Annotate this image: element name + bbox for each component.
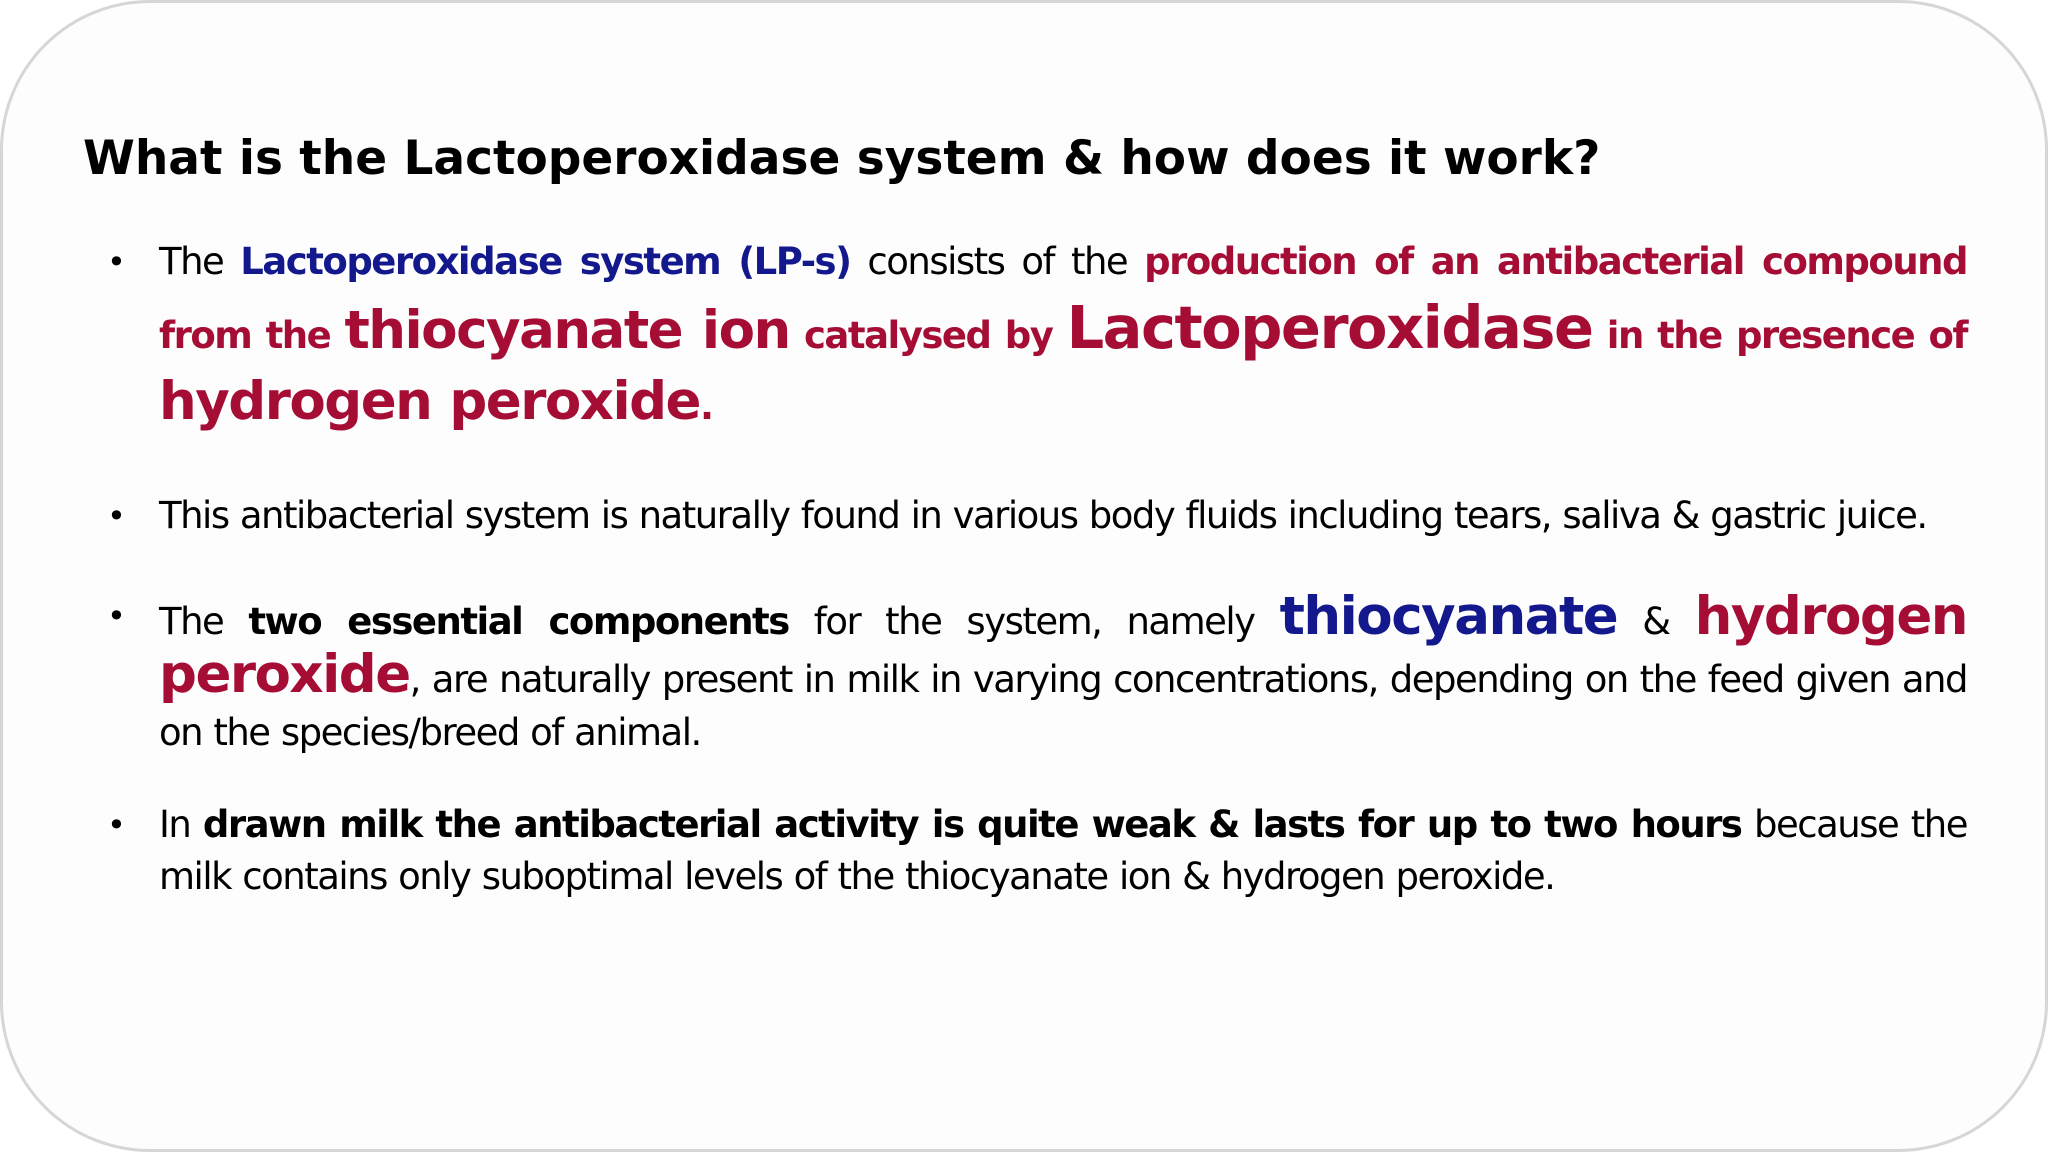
- emphasis-hydrogen-peroxide: hydrogen peroxide: [159, 371, 701, 432]
- emphasis-drawn-milk: drawn milk the antibacterial activity is quite weak & lasts for up to two hours: [202, 803, 1742, 846]
- emphasis-lp-system: Lactoperoxidase system (LP-s): [240, 240, 851, 283]
- bullet-item-body-fluids: [107, 490, 1967, 542]
- bullet-text: because the milk contains only suboptimal levels of the thiocyanate ion & hydrogen peroxide.: [159, 803, 1967, 898]
- bullet-item-lp-system: [107, 229, 1967, 440]
- emphasis-lactoperoxidase: Lactoperoxidase: [1066, 293, 1593, 362]
- bullet-point: •: [107, 497, 126, 535]
- slide-title: What is the Lactoperoxidase system & how does it work?: [83, 131, 1601, 186]
- bullet-text: The: [159, 600, 249, 643]
- emphasis-hydrogen-peroxide: hydrogen peroxide: [159, 586, 1967, 705]
- emphasis-presence-of: in the presence of: [1592, 314, 1968, 357]
- emphasis-production: production of an antibacterial compound from the: [159, 240, 1967, 357]
- bullet-text: consists of the: [850, 240, 1145, 283]
- emphasis-thiocyanate: thiocyanate: [1279, 586, 1618, 647]
- bullet-item-drawn-milk: [107, 799, 1967, 903]
- emphasis-catalysed-by: catalysed by: [789, 314, 1067, 357]
- bullet-text: The: [159, 240, 241, 283]
- emphasis-two-components: two essential components: [248, 600, 789, 643]
- bullet-text: , are naturally present in milk in varying concentrations, depending on the feed given and on the species/breed of animal.: [159, 658, 1967, 754]
- bullet-list: [107, 229, 1967, 903]
- bullet-text: &: [1617, 600, 1695, 643]
- bullet-point: •: [107, 597, 126, 635]
- bullet-point: •: [107, 243, 126, 281]
- bullet-text: In: [159, 803, 203, 846]
- emphasis-thiocyanate-ion: thiocyanate ion: [344, 300, 790, 361]
- bullet-point: •: [107, 806, 126, 844]
- bullet-text: for the system, namely: [788, 600, 1280, 643]
- bullet-item-essential-components: [107, 586, 1967, 759]
- bullet-text: This antibacterial system is naturally found in various body fluids including tears, saliva & gastric juice.: [159, 494, 1927, 537]
- emphasis-period: .: [700, 385, 713, 428]
